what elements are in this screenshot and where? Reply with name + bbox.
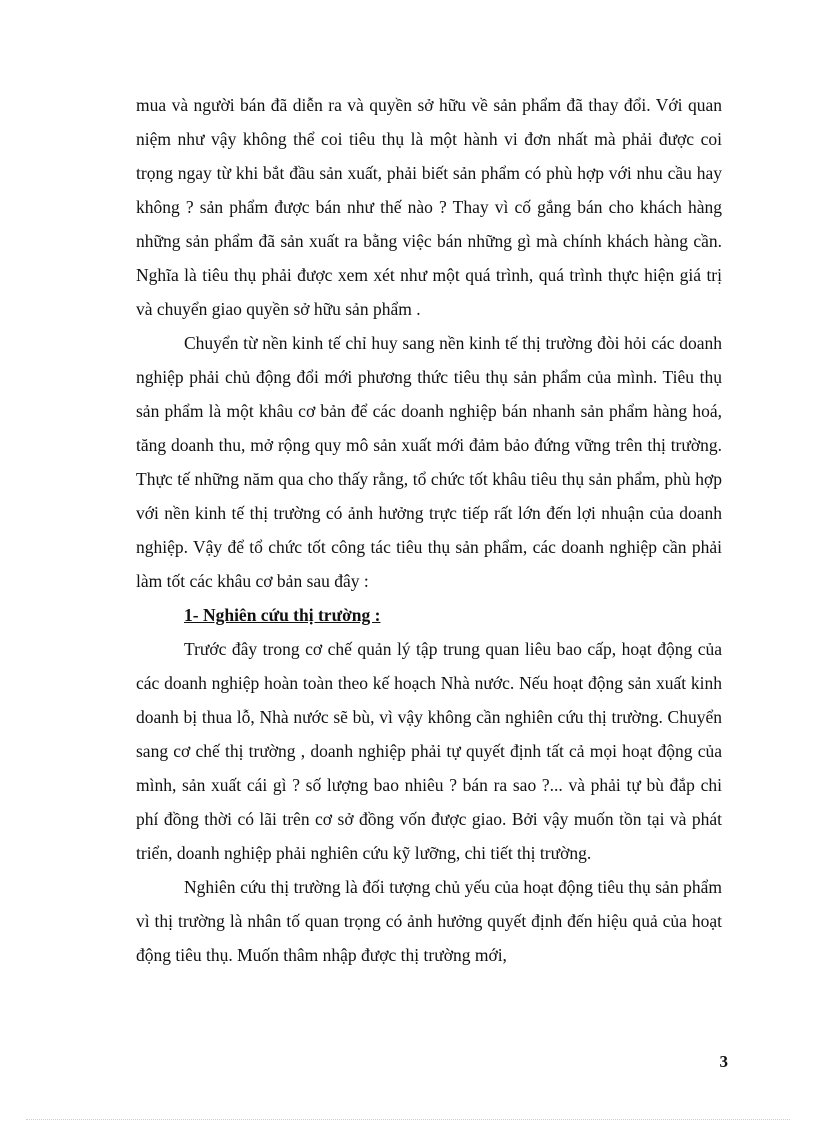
section-heading: 1- Nghiên cứu thị trường : bbox=[184, 605, 381, 625]
page-number: 3 bbox=[719, 1052, 728, 1071]
paragraph-market-research-history: Trước đây trong cơ chế quản lý tập trung quan liêu bao cấp, hoạt động của các doanh nghiệp hoàn toàn theo kế hoạch Nhà nước. Nếu hoạt động sản xuất kinh doanh bị thua lỗ, Nhà nước sẽ bù, vì vậy không cần nghiên cứu thị trường. Chuyển sang cơ chế thị trường , doanh nghiệp phải tự quyết định tất cả mọi hoạt động của mình, sản xuất cái gì ? số lượng bao nhiêu ? bán ra sao ?... và phải tự bù đắp chi phí đồng thời có lãi trên cơ sở đồng vốn được giao. Bởi vậy muốn tồn tại và phát triển, doanh nghiệp phải nghiên cứu kỹ lưỡng, chi tiết thị trường. bbox=[136, 639, 722, 863]
paragraph-continuation: mua và người bán đã diễn ra và quyền sở hữu về sản phẩm đã thay đổi. Với quan niệm như vậy không thể coi tiêu thụ là một hành vi đơn nhất mà phải được coi trọng ngay từ khi bắt đầu sản xuất, phải biết sản phẩm có phù hợp với nhu cầu hay không ? sản phẩm được bán như thế nào ? Thay vì cố gắng bán cho khách hàng những sản phẩm đã sản xuất ra bằng việc bán những gì mà chính khách hàng cần. Nghĩa là tiêu thụ phải được xem xét như một quá trình, quá trình thực hiện giá trị và chuyển giao quyền sở hữu sản phẩm . bbox=[136, 95, 722, 319]
paragraph-market-research-importance: Nghiên cứu thị trường là đối tượng chủ yếu của hoạt động tiêu thụ sản phẩm vì thị trường là nhân tố quan trọng có ảnh hưởng quyết định đến hiệu quả của hoạt động tiêu thụ. Muốn thâm nhập được thị trường mới, bbox=[136, 877, 722, 965]
document-body bbox=[136, 88, 722, 972]
page-bottom-divider bbox=[26, 1119, 790, 1120]
paragraph-economy-transition: Chuyển từ nền kinh tế chỉ huy sang nền kinh tế thị trường đòi hỏi các doanh nghiệp phải chủ động đổi mới phương thức tiêu thụ sản phẩm của mình. Tiêu thụ sản phẩm là một khâu cơ bản để các doanh nghiệp bán nhanh sản phẩm hàng hoá, tăng doanh thu, mở rộng quy mô sản xuất mới đảm bảo đứng vững trên thị trường. Thực tế những năm qua cho thấy rằng, tổ chức tốt khâu tiêu thụ sản phẩm, phù hợp với nền kinh tế thị trường có ảnh hưởng trực tiếp rất lớn đến lợi nhuận của doanh nghiệp. Vậy để tổ chức tốt công tác tiêu thụ sản phẩm, các doanh nghiệp cần phải làm tốt các khâu cơ bản sau đây : bbox=[136, 333, 722, 591]
